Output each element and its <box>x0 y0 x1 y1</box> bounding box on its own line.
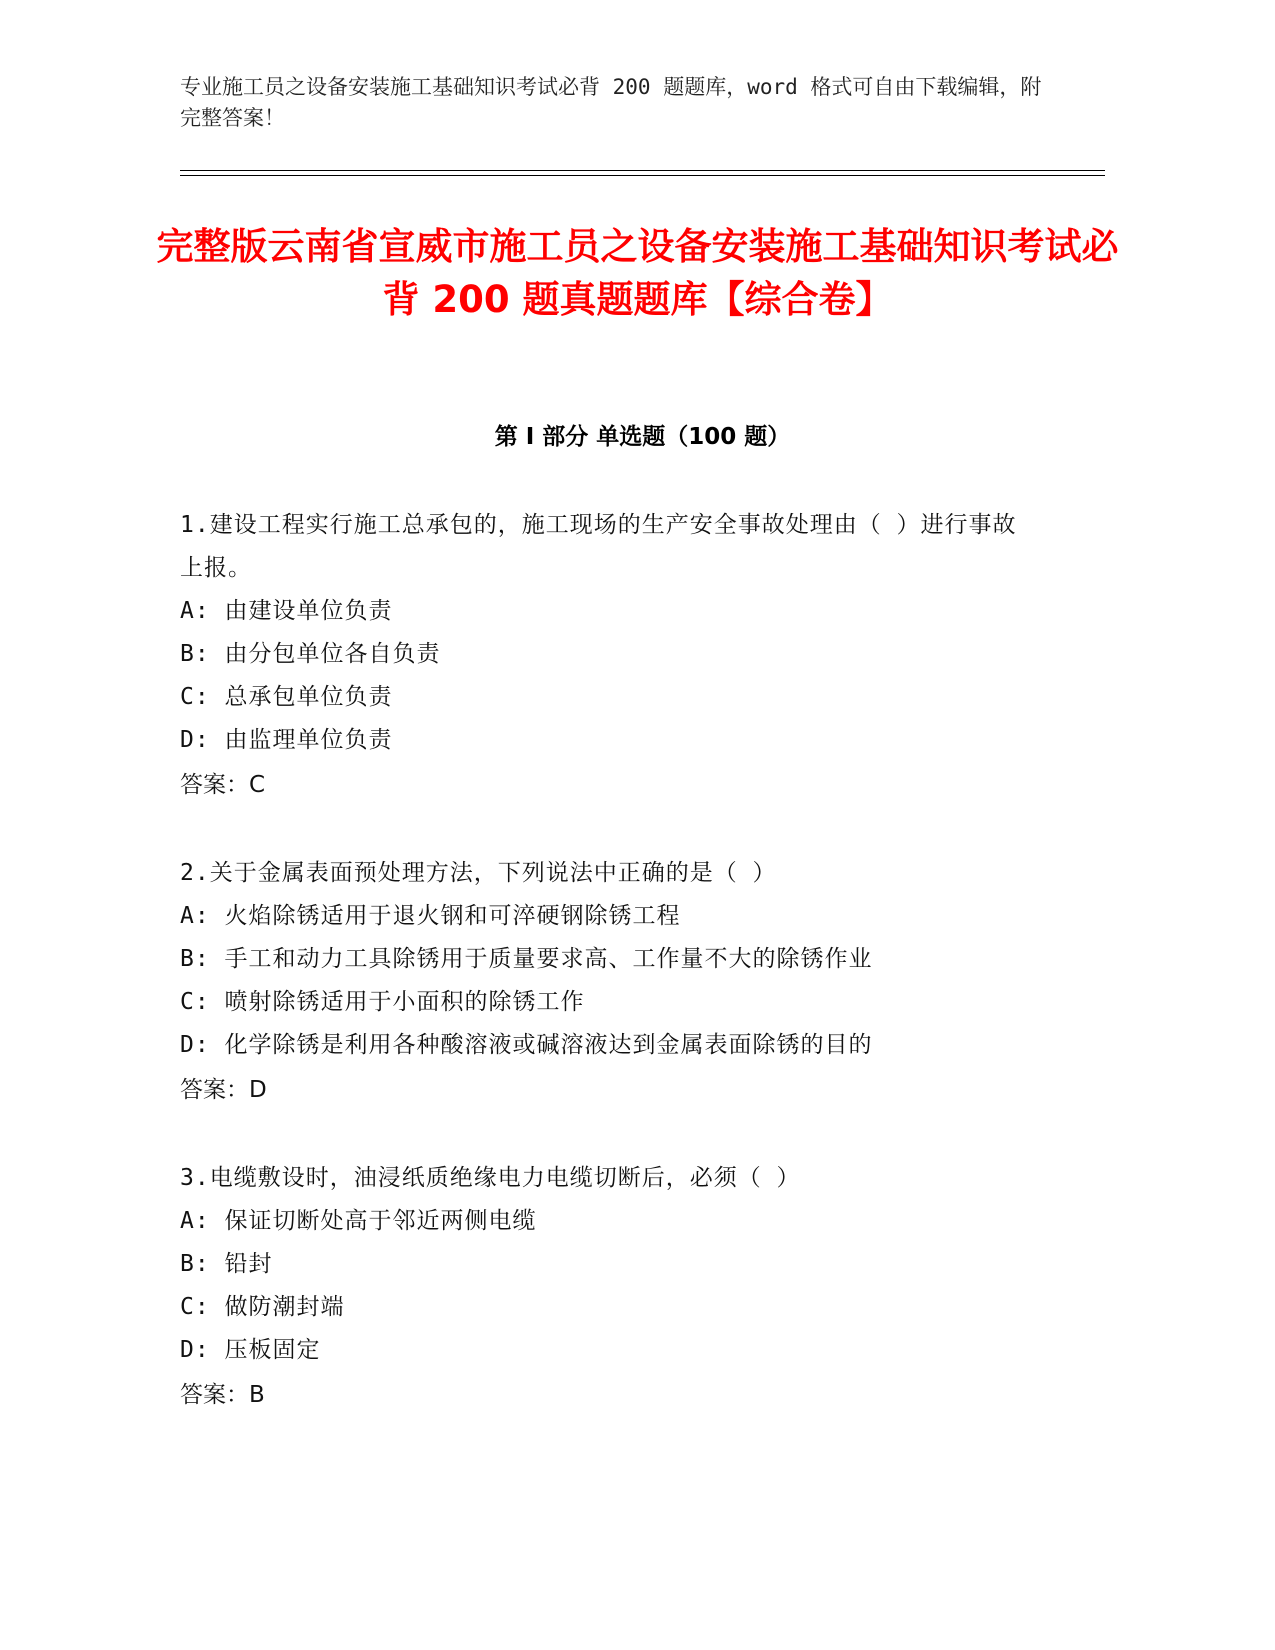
header-note: 专业施工员之设备安装施工基础知识考试必背 200 题题库，word 格式可自由下载编辑，附完整答案！ <box>180 75 1042 130</box>
header-rule-top <box>180 170 1105 171</box>
option-a: A: 由建设单位负责 <box>180 598 393 624</box>
question-stem: 1.建设工程实行施工总承包的，施工现场的生产安全事故处理由（ ）进行事故上报。 <box>180 512 1017 581</box>
option-c: C: 喷射除锈适用于小面积的除锈工作 <box>180 989 585 1015</box>
document-title: 完整版云南省宣威市施工员之设备安装施工基础知识考试必背 200 题真题题库【综合卷】 <box>156 225 1119 321</box>
section-heading: 第 I 部分 单选题（100 题） <box>494 424 791 450</box>
option-c: C: 做防潮封端 <box>180 1294 345 1320</box>
question-stem: 3.电缆敷设时，油浸纸质绝缘电力电缆切断后，必须（ ） <box>180 1165 801 1191</box>
option-a: A: 火焰除锈适用于退火钢和可淬硬钢除锈工程 <box>180 903 681 929</box>
question-2 <box>180 852 1030 1113</box>
option-b: B: 手工和动力工具除锈用于质量要求高、工作量不大的除锈作业 <box>180 946 873 972</box>
header-rule-bottom <box>180 175 1105 176</box>
question-1 <box>180 504 1030 808</box>
question-stem: 2.关于金属表面预处理方法，下列说法中正确的是（ ） <box>180 860 777 886</box>
option-b: B: 铅封 <box>180 1251 273 1277</box>
option-d: D: 由监理单位负责 <box>180 727 393 753</box>
answer: 答案：B <box>180 1382 265 1408</box>
option-c: C: 总承包单位负责 <box>180 684 393 710</box>
option-d: D: 化学除锈是利用各种酸溶液或碱溶液达到金属表面除锈的目的 <box>180 1032 873 1058</box>
option-b: B: 由分包单位各自负责 <box>180 641 441 667</box>
option-a: A: 保证切断处高于邻近两侧电缆 <box>180 1208 537 1234</box>
question-3 <box>180 1157 1030 1418</box>
answer: 答案：C <box>180 772 266 798</box>
option-d: D: 压板固定 <box>180 1337 321 1363</box>
answer: 答案：D <box>180 1077 267 1103</box>
